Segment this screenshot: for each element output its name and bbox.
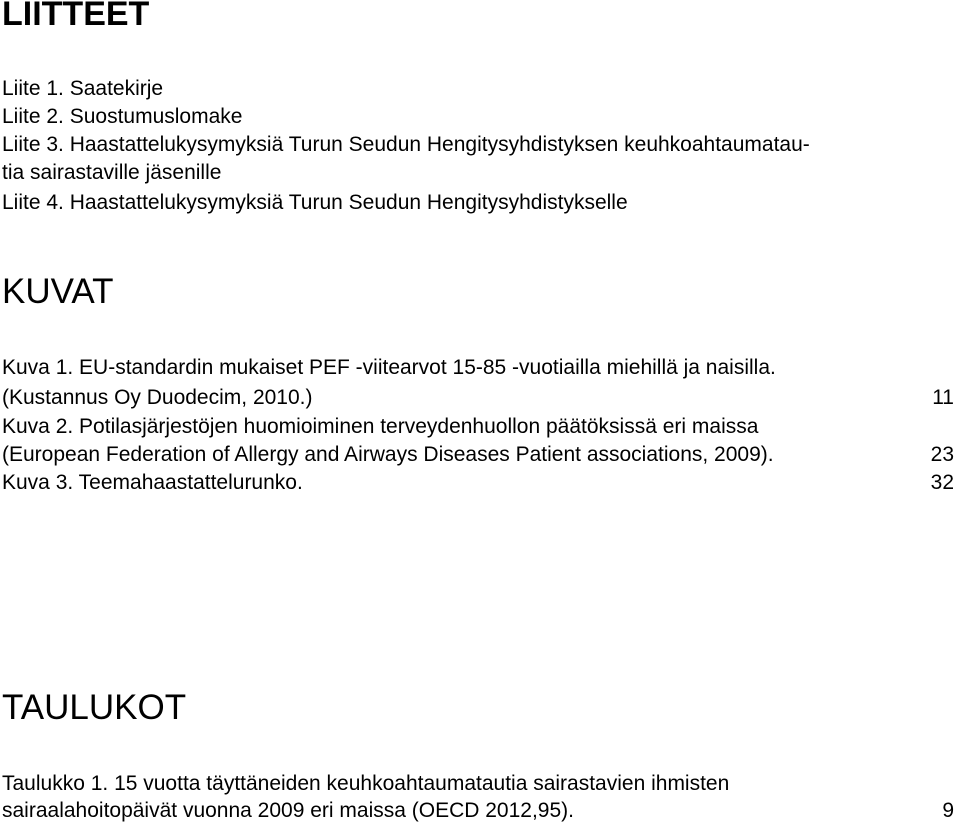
taulukko-1-text: Taulukko 1. 15 vuotta täyttäneiden keuhkoahtaumatautia sairastavien ihmisten <box>2 772 730 795</box>
taulukko-1-page-number: 9 <box>942 799 954 822</box>
taulukko-1-continuation-text: sairaalahoitopäivät vuonna 2009 eri maissa (OECD 2012,95). <box>2 799 574 822</box>
liitteet-heading: LIITTEET <box>2 0 150 33</box>
kuva-3-text: Kuva 3. Teemahaastattelurunko. <box>2 471 303 494</box>
liite-3-continuation: tia sairastaville jäsenille <box>2 161 222 184</box>
kuva-1-source-text: (Kustannus Oy Duodecim, 2010.) <box>2 386 313 409</box>
kuva-3-page-number: 32 <box>930 471 954 494</box>
liite-4-line: Liite 4. Haastattelukysymyksiä Turun Seudun Hengitysyhdistykselle <box>2 191 628 214</box>
liite-3-line: Liite 3. Haastattelukysymyksiä Turun Seudun Hengitysyhdistyksen keuhkoahtaumatau- <box>2 133 810 156</box>
kuva-2-page-number: 23 <box>930 443 954 466</box>
liite-1-line: Liite 1. Saatekirje <box>2 77 164 100</box>
taulukot-heading: TAULUKOT <box>2 688 187 727</box>
kuvat-heading: KUVAT <box>2 272 114 311</box>
kuva-2-text: Kuva 2. Potilasjärjestöjen huomioiminen terveydenhuollon päätöksissä eri maissa <box>2 415 759 438</box>
kuva-1-text: Kuva 1. EU-standardin mukaiset PEF -viitearvot 15-85 -vuotiailla miehillä ja naisilla. <box>2 356 776 379</box>
liite-2-line: Liite 2. Suostumuslomake <box>2 105 243 128</box>
kuva-1-page-number: 11 <box>932 386 954 409</box>
kuva-2-source-text: (European Federation of Allergy and Airways Diseases Patient associations, 2009). <box>2 443 774 466</box>
